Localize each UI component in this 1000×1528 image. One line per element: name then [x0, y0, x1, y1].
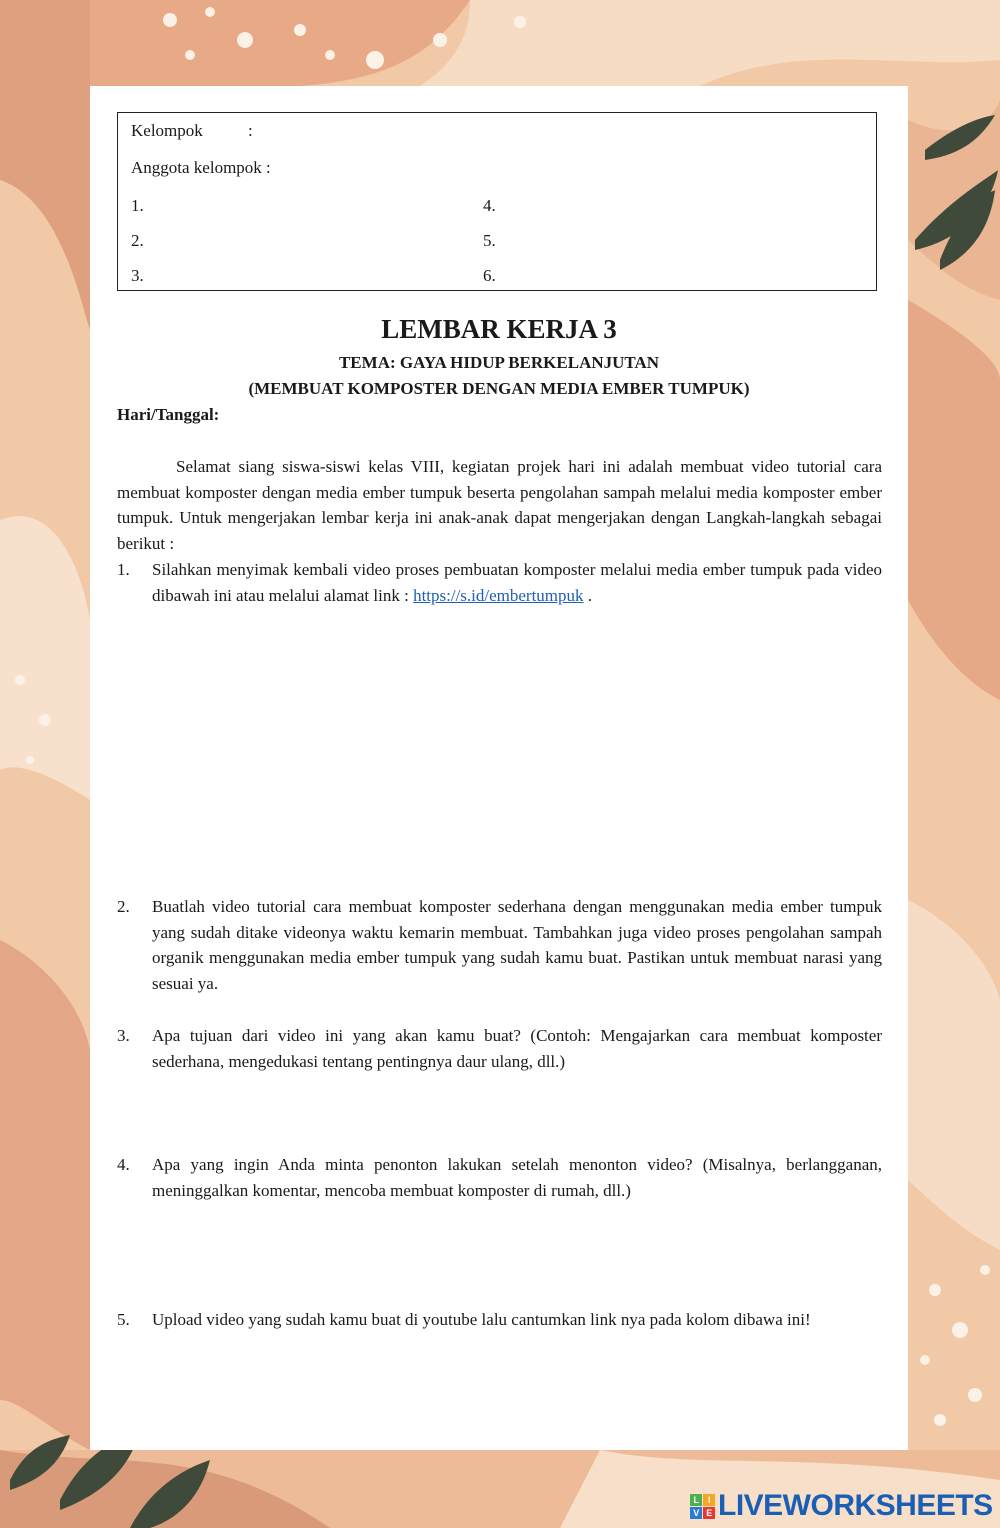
logo-letter: E: [703, 1507, 715, 1519]
step-text-body: Silahkan menyimak kembali video proses pembuatan komposter melalui media ember tumpuk pada video dibawah ini atau melalui alamat link :: [152, 560, 882, 605]
anggota-label: Anggota kelompok :: [131, 158, 271, 177]
logo-letter: L: [690, 1494, 702, 1506]
member-number: 1.: [131, 196, 144, 215]
kelompok-label: Kelompok: [131, 121, 203, 140]
theme-heading: TEMA: GAYA HIDUP BERKELANJUTAN: [338, 353, 660, 372]
date-label: Hari/Tanggal:: [117, 405, 220, 424]
kelompok-colon: :: [248, 121, 253, 140]
step-text: Apa tujuan dari video ini yang akan kamu buat? (Contoh: Mengajarkan cara membuat komposter sederhana, mengedukasi tentang pentingnya daur ulang, dll.): [152, 1026, 882, 1071]
step-number: 4.: [117, 1155, 130, 1174]
liveworksheets-logo: [690, 1487, 993, 1525]
step-text: Upload video yang sudah kamu buat di youtube lalu cantumkan link nya pada kolom dibawa ini!: [152, 1310, 811, 1329]
member-number: 3.: [131, 266, 144, 285]
liveworksheets-icon: [690, 1494, 715, 1519]
step-number: 5.: [117, 1310, 130, 1329]
step-text: Apa yang ingin Anda minta penonton lakukan setelah menonton video? (Misalnya, berlangganan, meninggalkan komentar, mencoba membuat komposter di rumah, dll.): [152, 1155, 882, 1200]
member-number: 4.: [483, 196, 496, 215]
logo-letter: V: [690, 1507, 702, 1519]
intro-paragraph: Selamat siang siswa-siswi kelas VIII, kegiatan projek hari ini adalah membuat video tutorial cara membuat komposter dengan media ember tumpuk beserta pengolahan sampah melalui media komposter ember tumpuk. Untuk mengerjakan lembar kerja ini anak-anak dapat mengerjakan dengan Langkah-langkah sebagai berikut :: [117, 457, 882, 553]
step-text: Buatlah video tutorial cara membuat komposter sederhana dengan menggunakan media ember tumpuk yang sudah ditake videonya waktu kemarin membuat. Tambahkan juga video proses pengolahan sampah organik menggunakan media ember tumpuk yang sudah kamu buat. Pastikan untuk membuat narasi yang sesuai ya.: [152, 897, 882, 993]
answer-field[interactable]: [152, 1206, 882, 1301]
page-title: LEMBAR KERJA 3: [381, 314, 617, 344]
member-number: 6.: [483, 266, 496, 285]
step-text-end: .: [583, 585, 593, 605]
member-number: 2.: [131, 231, 144, 250]
answer-field[interactable]: [152, 1362, 882, 1432]
step-number: 3.: [117, 1026, 130, 1045]
video-link[interactable]: https://s.id/embertumpuk: [413, 585, 584, 605]
subtitle-heading: (MEMBUAT KOMPOSTER DENGAN MEDIA EMBER TUMPUK): [248, 379, 750, 398]
answer-field[interactable]: [152, 1078, 882, 1148]
video-embed-area[interactable]: [117, 626, 882, 891]
group-info-box: [117, 112, 877, 291]
step-number: 1.: [117, 560, 130, 579]
step-text: [152, 557, 882, 608]
brand-name: LIVEWORKSHEETS: [718, 1489, 993, 1522]
step-number: 2.: [117, 897, 130, 916]
member-number: 5.: [483, 231, 496, 250]
worksheet-page: [90, 86, 908, 1450]
logo-letter: I: [703, 1494, 715, 1506]
